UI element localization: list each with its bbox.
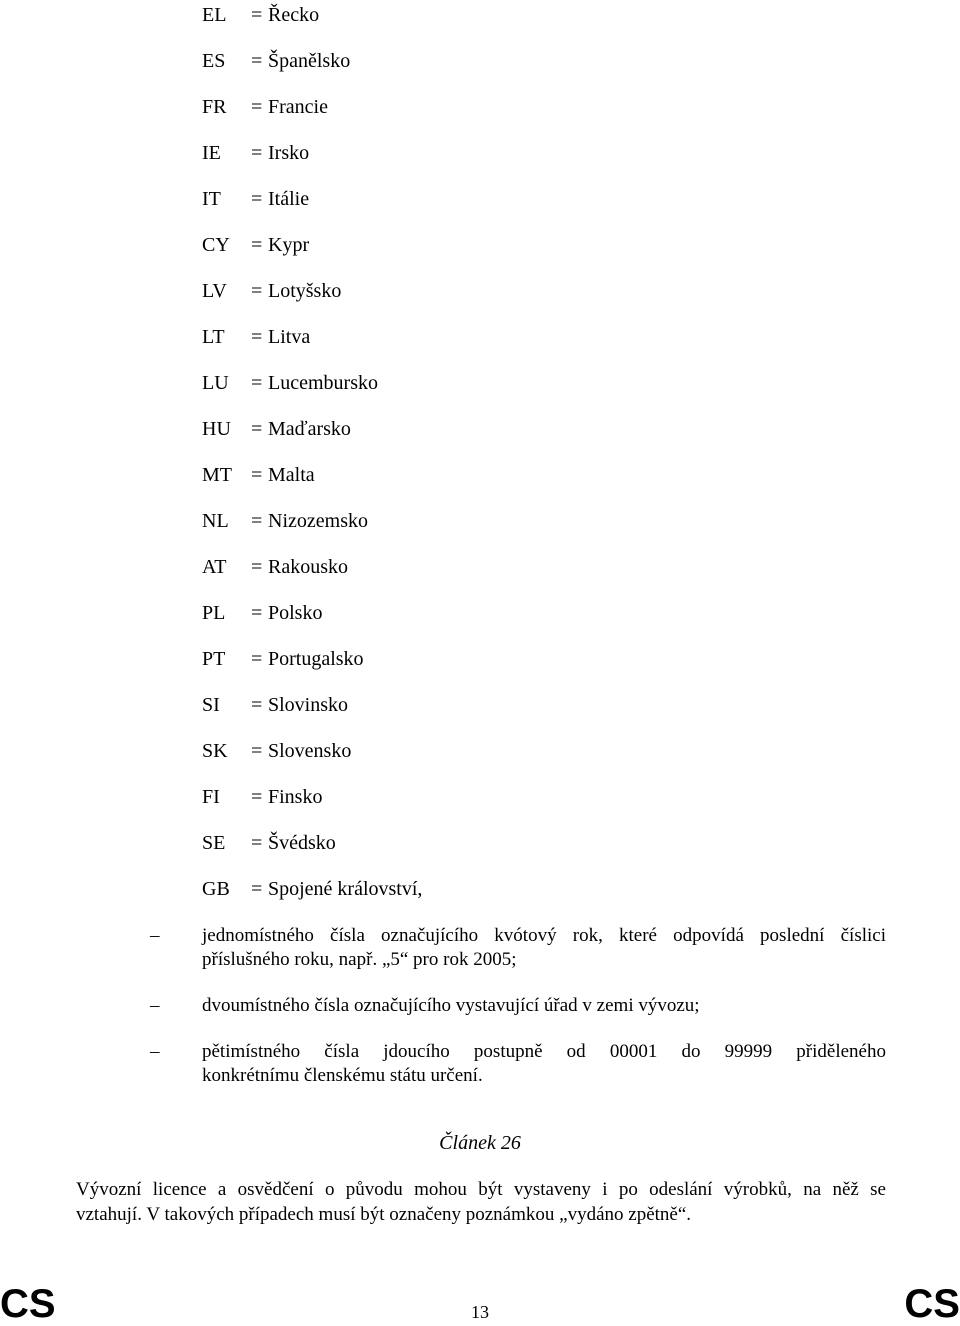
- bullet-dash: –: [150, 1041, 160, 1062]
- language-mark-left: CS: [0, 1282, 56, 1326]
- country-code: SE: [202, 832, 226, 854]
- country-name: Slovinsko: [268, 694, 349, 716]
- bullet-dash: –: [150, 925, 160, 946]
- country-code: PT: [202, 648, 226, 670]
- country-name: Portugalsko: [268, 648, 364, 670]
- equals-sign: =: [251, 96, 263, 118]
- bullet-text-line: dvoumístného čísla označujícího vystavující úřad v zemi vývozu;: [202, 995, 700, 1016]
- country-code: ES: [202, 50, 226, 72]
- country-code: GB: [202, 878, 230, 900]
- bullet-text: [202, 1040, 886, 1088]
- equals-sign: =: [251, 740, 263, 762]
- country-name: Kypr: [268, 234, 310, 256]
- equals-sign: =: [251, 510, 263, 532]
- equals-sign: =: [251, 326, 263, 348]
- bullet-dash: –: [150, 995, 160, 1016]
- bullet-text-line: příslušného roku, např. „5“ pro rok 2005;: [202, 949, 517, 970]
- equals-sign: =: [251, 878, 263, 900]
- paragraph-line: Vývozní licence a osvědčení o původu mohou být vystaveny i po odeslání výrobků, na něž se: [76, 1179, 886, 1200]
- country-name: Španělsko: [268, 50, 351, 72]
- country-name: Švédsko: [268, 832, 336, 854]
- equals-sign: =: [251, 142, 263, 164]
- paragraph-line: vztahují. V takových případech musí být označeny poznámkou „vydáno zpětně“.: [76, 1204, 692, 1225]
- equals-sign: =: [251, 464, 263, 486]
- bullet-text: [202, 994, 886, 1018]
- country-code: SK: [202, 740, 228, 762]
- country-name: Finsko: [268, 786, 323, 808]
- country-code: EL: [202, 4, 227, 26]
- country-code: FI: [202, 786, 220, 808]
- country-name: Nizozemsko: [268, 510, 368, 532]
- country-name: Litva: [268, 326, 311, 348]
- bullet-text-line: jednomístného čísla označujícího kvótový rok, které odpovídá poslední číslici: [202, 925, 886, 946]
- equals-sign: =: [251, 418, 263, 440]
- equals-sign: =: [251, 648, 263, 670]
- equals-sign: =: [251, 832, 263, 854]
- country-name: Lucembursko: [268, 372, 378, 394]
- language-mark-right: CS: [904, 1282, 960, 1326]
- country-code: AT: [202, 556, 227, 578]
- bullet-text-line: konkrétnímu členskému státu určení.: [202, 1065, 483, 1086]
- country-code: PL: [202, 602, 226, 624]
- country-code: HU: [202, 418, 231, 440]
- equals-sign: =: [251, 50, 263, 72]
- country-code: LT: [202, 326, 225, 348]
- country-code: NL: [202, 510, 229, 532]
- equals-sign: =: [251, 280, 263, 302]
- article-paragraph: [76, 1177, 886, 1227]
- country-code: LV: [202, 280, 227, 302]
- country-name: Řecko: [268, 4, 320, 26]
- country-name: Itálie: [268, 188, 310, 210]
- bullet-text: [202, 924, 886, 972]
- country-code: LU: [202, 372, 229, 394]
- equals-sign: =: [251, 234, 263, 256]
- bullet-text-line: pětimístného čísla jdoucího postupně od 00001 do 99999 přiděleného: [202, 1041, 886, 1062]
- equals-sign: =: [251, 602, 263, 624]
- country-name: Lotyšsko: [268, 280, 342, 302]
- country-code: FR: [202, 96, 227, 118]
- country-code: IT: [202, 188, 221, 210]
- equals-sign: =: [251, 4, 263, 26]
- equals-sign: =: [251, 372, 263, 394]
- country-name: Slovensko: [268, 740, 352, 762]
- equals-sign: =: [251, 556, 263, 578]
- country-name: Malta: [268, 464, 315, 486]
- country-code: IE: [202, 142, 221, 164]
- page-number: 13: [471, 1302, 489, 1322]
- country-code: CY: [202, 234, 230, 256]
- equals-sign: =: [251, 694, 263, 716]
- country-name: Spojené království,: [268, 878, 423, 900]
- country-name: Francie: [268, 96, 328, 118]
- country-name: Polsko: [268, 602, 323, 624]
- equals-sign: =: [251, 786, 263, 808]
- equals-sign: =: [251, 188, 263, 210]
- country-name: Rakousko: [268, 556, 348, 578]
- country-name: Maďarsko: [268, 418, 351, 440]
- country-code: SI: [202, 694, 220, 716]
- country-code: MT: [202, 464, 232, 486]
- article-heading: Článek 26: [439, 1132, 521, 1154]
- country-name: Irsko: [268, 142, 310, 164]
